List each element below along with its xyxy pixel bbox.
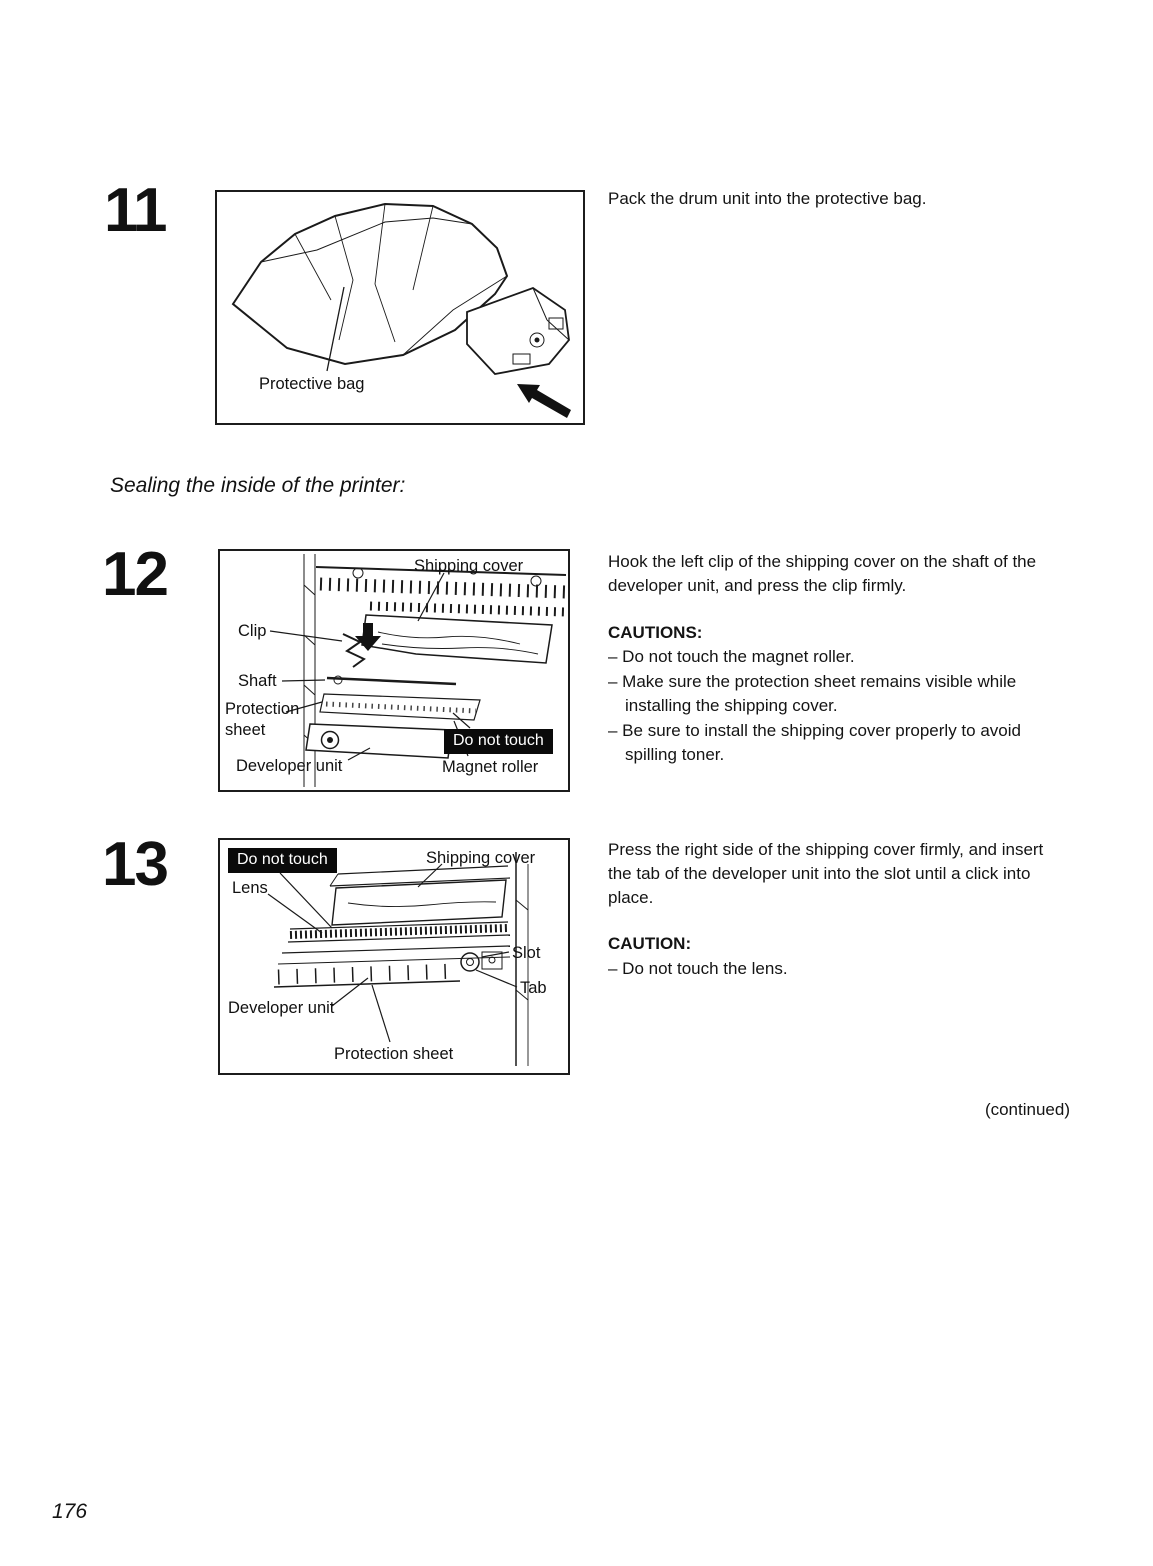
caution-item: – Do not touch the magnet roller. [608, 647, 855, 667]
do-not-touch-badge: Do not touch [228, 848, 337, 873]
step-12-instruction: Hook the left clip of the shipping cover on the shaft of the developer unit, and press the clip firmly. [608, 552, 1037, 595]
label-magnet-roller: Magnet roller [442, 758, 539, 776]
step-13-caution-heading: CAUTION: [608, 934, 692, 954]
label-lens: Lens [232, 879, 268, 897]
label-protection-sheet: Protection sheet [225, 700, 300, 739]
step-11-figure [215, 190, 585, 425]
caution-item: – Make sure the protection sheet remains visible while installing the shipping cover. [608, 672, 1017, 715]
page-number: 176 [52, 1500, 88, 1523]
label-clip: Clip [238, 622, 267, 640]
step-11-instruction: Pack the drum unit into the protective bag. [608, 189, 927, 208]
label-tab: Tab [520, 979, 547, 997]
label-developer-unit: Developer unit [228, 999, 335, 1017]
caution-item: – Be sure to install the shipping cover properly to avoid spilling toner. [608, 720, 1021, 764]
step-13-text [608, 838, 1070, 981]
step-13-instruction: Press the right side of the shipping cover firmly, and insert the tab of the developer unit into the slot until a click into place. [608, 840, 1044, 907]
continued-note: (continued) [984, 1100, 1070, 1119]
label-shaft: Shaft [238, 672, 277, 690]
label-shipping-cover: Shipping cover [414, 557, 524, 575]
step-12-number: 12 [102, 540, 167, 609]
step-13-number: 13 [102, 830, 167, 899]
caution-item: – Do not touch the lens. [608, 959, 788, 979]
step-12-figure [218, 549, 570, 792]
step-13-figure [218, 838, 570, 1075]
step-12-text [608, 550, 1070, 766]
step-11-number: 11 [104, 176, 166, 245]
label-protection-sheet: Protection sheet [334, 1045, 454, 1063]
label-slot: Slot [512, 944, 541, 962]
label-protective-bag: Protective bag [259, 375, 365, 393]
label-developer-unit: Developer unit [236, 757, 343, 775]
arrow-icon [517, 384, 571, 418]
label-shipping-cover: Shipping cover [426, 849, 536, 867]
do-not-touch-badge: Do not touch [444, 729, 553, 754]
section-heading: Sealing the inside of the printer: [110, 474, 406, 497]
step-12-cautions-heading: CAUTIONS: [608, 622, 703, 642]
